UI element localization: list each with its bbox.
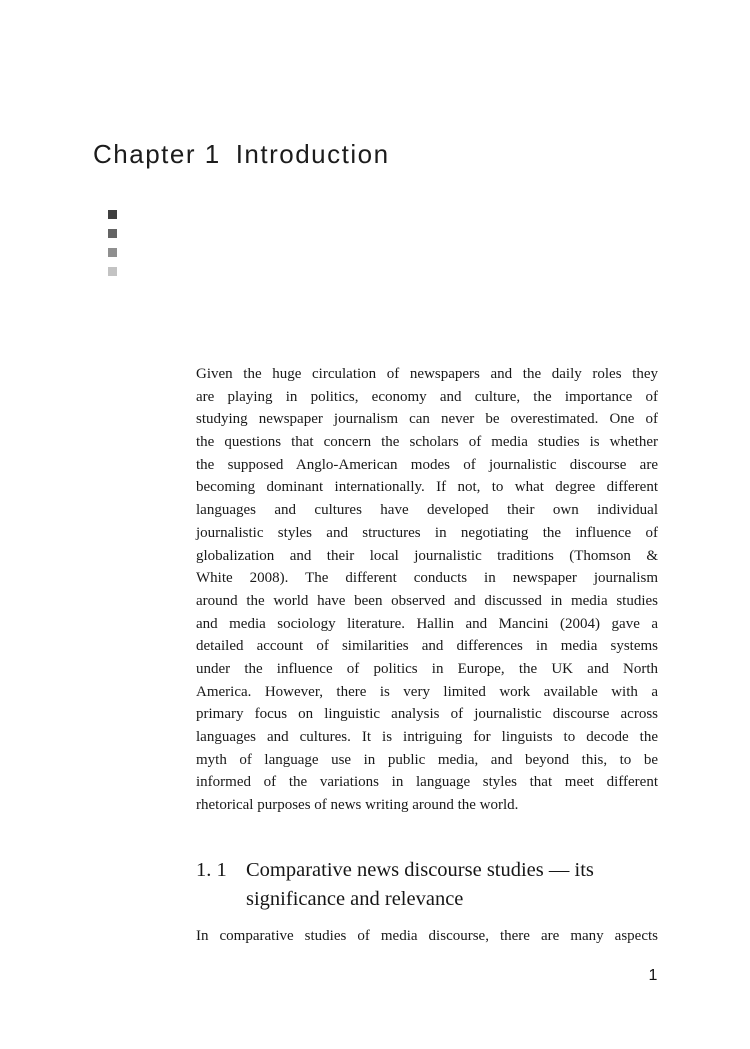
section-number: 1. 1 bbox=[196, 859, 227, 881]
intro-paragraph bbox=[196, 363, 658, 817]
paragraph-line: around the world have been observed and discussed in media studies bbox=[196, 592, 658, 609]
paragraph-line: the questions that concern the scholars of media studies is whether bbox=[196, 434, 658, 451]
page-number: 1 bbox=[648, 967, 658, 984]
section-title-line1: Comparative news discourse studies — its bbox=[246, 859, 594, 881]
decorative-squares bbox=[108, 210, 117, 286]
chapter-title: Introduction bbox=[235, 139, 390, 169]
chapter-heading bbox=[93, 139, 390, 169]
paragraph-line: primary focus on linguistic analysis of journalistic discourse across bbox=[196, 706, 658, 723]
paragraph-line: the supposed Anglo-American modes of journalistic discourse are bbox=[196, 456, 658, 473]
section-title-line2: significance and relevance bbox=[246, 888, 464, 910]
paragraph-line: myth of language use in public media, and beyond this, to be bbox=[196, 751, 658, 768]
paragraph-line: White 2008). The different conducts in newspaper journalism bbox=[196, 570, 658, 587]
paragraph-line: detailed account of similarities and differences in media systems bbox=[196, 638, 658, 655]
paragraph-line: under the influence of politics in Europe, the UK and North bbox=[196, 660, 658, 677]
paragraph-line: and media sociology literature. Hallin and Mancini (2004) gave a bbox=[196, 615, 658, 632]
decor-square bbox=[108, 210, 117, 219]
decor-square bbox=[108, 267, 117, 276]
paragraph-line: languages and cultures. It is intriguing for linguists to decode the bbox=[196, 729, 658, 745]
paragraph-line: are playing in politics, economy and culture, the importance of bbox=[196, 388, 658, 405]
decor-square bbox=[108, 229, 117, 238]
paragraph-line: journalistic styles and structures in negotiating the influence of bbox=[196, 524, 658, 541]
paragraph-line: America. However, there is very limited work available with a bbox=[196, 683, 658, 700]
section-title bbox=[246, 856, 594, 914]
paragraph-line: studying newspaper journalism can never be overestimated. One of bbox=[196, 411, 658, 428]
paragraph-line: informed of the variations in language styles that meet different bbox=[196, 774, 658, 791]
section-heading-1-1 bbox=[196, 856, 594, 914]
paragraph-line: becoming dominant internationally. If not, to what degree different bbox=[196, 479, 658, 496]
paragraph-line: rhetorical purposes of news writing around the world. bbox=[196, 797, 519, 814]
paragraph-line: Given the huge circulation of newspapers and the daily roles they bbox=[196, 366, 658, 382]
chapter-label: Chapter 1 bbox=[93, 139, 221, 169]
decor-square bbox=[108, 248, 117, 257]
paragraph-line: languages and cultures have developed their own individual bbox=[196, 502, 658, 519]
second-paragraph-first-line: In comparative studies of media discourse, there are many aspects bbox=[196, 928, 658, 944]
paragraph-line: globalization and their local journalistic traditions (Thomson & bbox=[196, 547, 658, 564]
